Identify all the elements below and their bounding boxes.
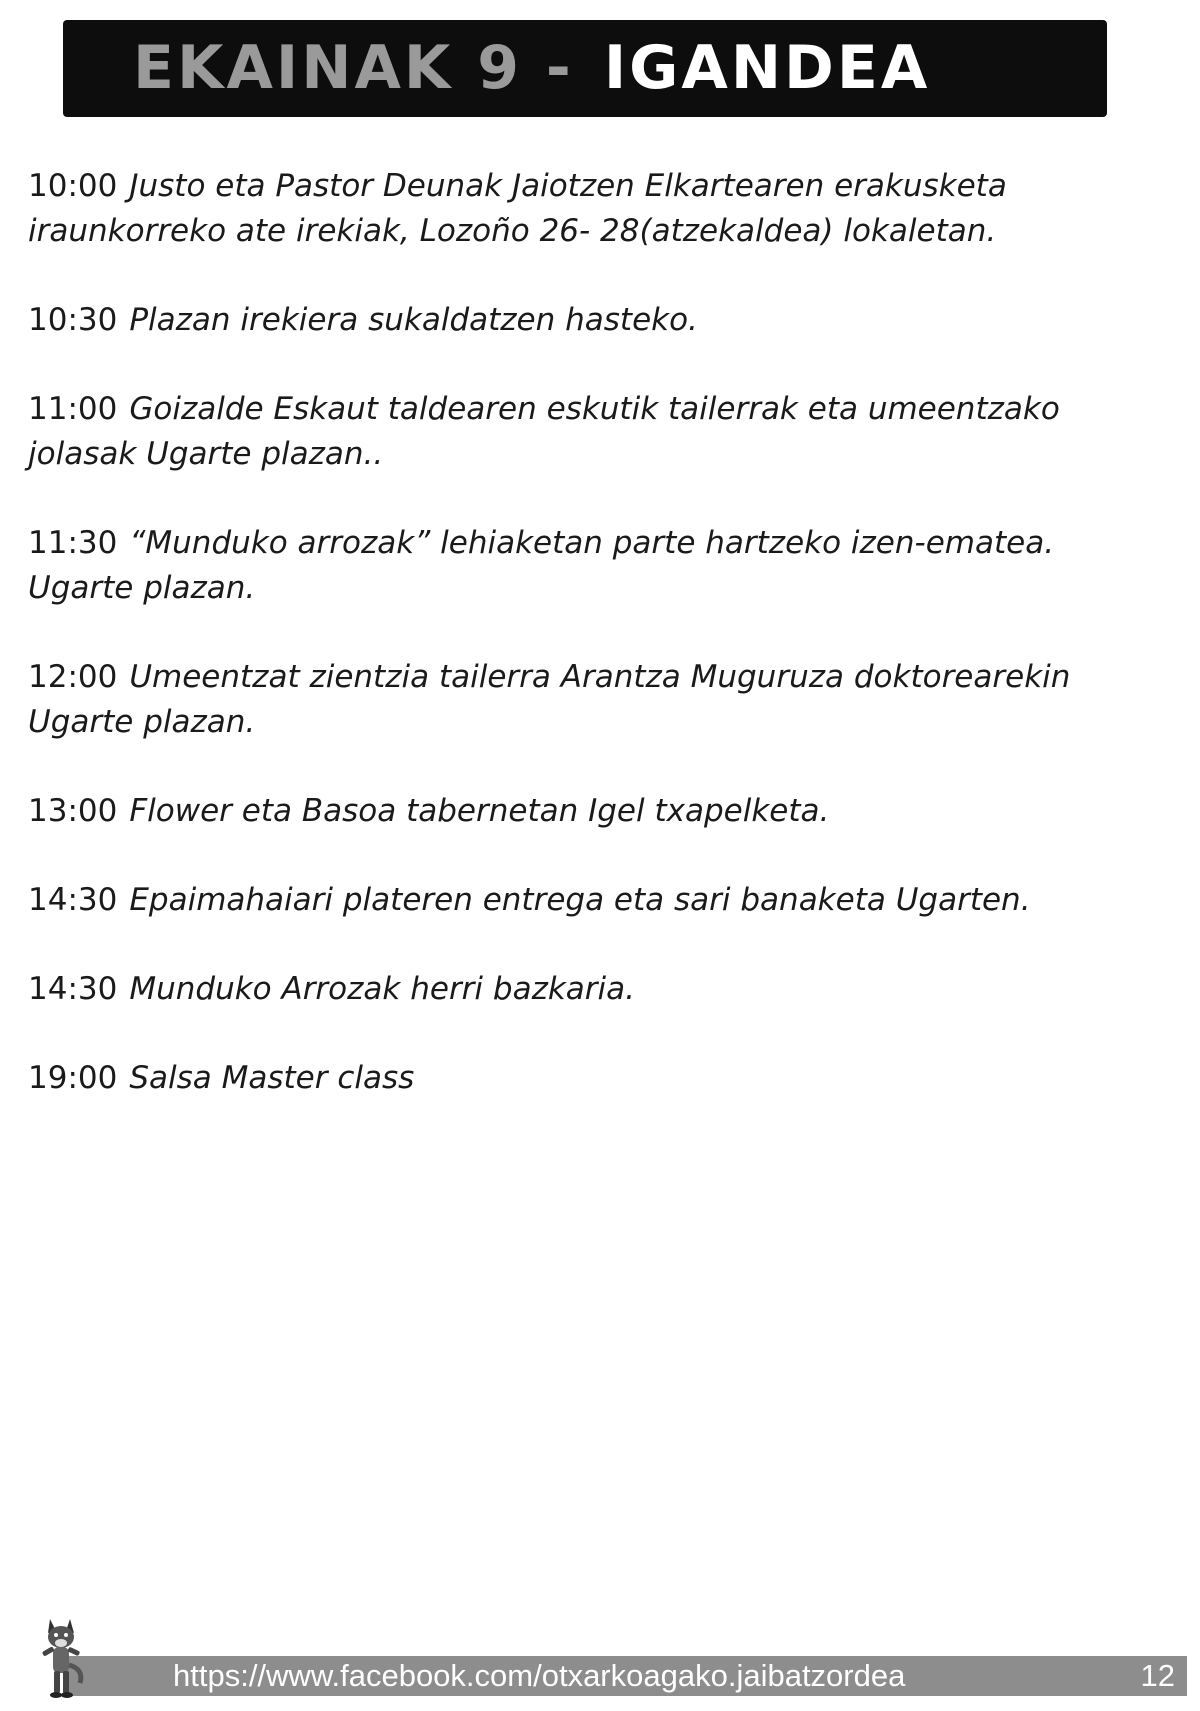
event-item <box>28 298 1168 343</box>
event-description: Goizalde Eskaut taldearen eskutik tailerrak eta umeentzako jolasak Ugarte plazan.. <box>28 391 1060 472</box>
page-title <box>133 20 930 117</box>
footer-bar <box>63 1656 1187 1696</box>
event-time: 11:00 <box>28 391 118 427</box>
event-description: “Munduko arrozak” lehiaketan parte hartzeko izen-ematea. Ugarte plazan. <box>28 525 1055 606</box>
event-item <box>28 789 1168 834</box>
event-description: Umeentzat zientzia tailerra Arantza Muguruza doktorearekin Ugarte plazan. <box>28 659 1071 740</box>
event-time: 13:00 <box>28 793 118 829</box>
event-item <box>28 164 1168 254</box>
event-time: 10:00 <box>28 168 118 204</box>
event-item <box>28 387 1168 477</box>
event-schedule <box>28 164 1168 1145</box>
title-date: EKAINAK 9 - <box>133 33 574 103</box>
event-item <box>28 878 1168 923</box>
event-time: 11:30 <box>28 525 118 561</box>
event-time: 14:30 <box>28 971 118 1007</box>
event-item <box>28 521 1168 611</box>
facebook-link[interactable]: https://www.facebook.com/otxarkoagako.jaibatzordea <box>173 1658 906 1693</box>
header-banner <box>63 20 1107 117</box>
event-description: Munduko Arrozak herri bazkaria. <box>129 971 636 1007</box>
event-time: 10:30 <box>28 302 118 338</box>
event-description: Salsa Master class <box>129 1060 415 1096</box>
fox-mascot-icon <box>30 1613 92 1703</box>
event-description: Flower eta Basoa tabernetan Igel txapelketa. <box>129 793 830 829</box>
event-item <box>28 655 1168 745</box>
event-time: 14:30 <box>28 882 118 918</box>
event-description: Plazan irekiera sukaldatzen hasteko. <box>129 302 698 338</box>
event-time: 12:00 <box>28 659 118 695</box>
event-time: 19:00 <box>28 1060 118 1096</box>
event-description: Epaimahaiari plateren entrega eta sari banaketa Ugarten. <box>129 882 1031 918</box>
event-description: Justo eta Pastor Deunak Jaiotzen Elkartearen erakusketa iraunkorreko ate irekiak, Lozoño 26- 28(atzekaldea) lokaletan. <box>28 168 1007 249</box>
event-item <box>28 967 1168 1012</box>
page-number: 12 <box>1140 1658 1175 1693</box>
event-item <box>28 1056 1168 1101</box>
title-day: IGANDEA <box>603 33 931 103</box>
